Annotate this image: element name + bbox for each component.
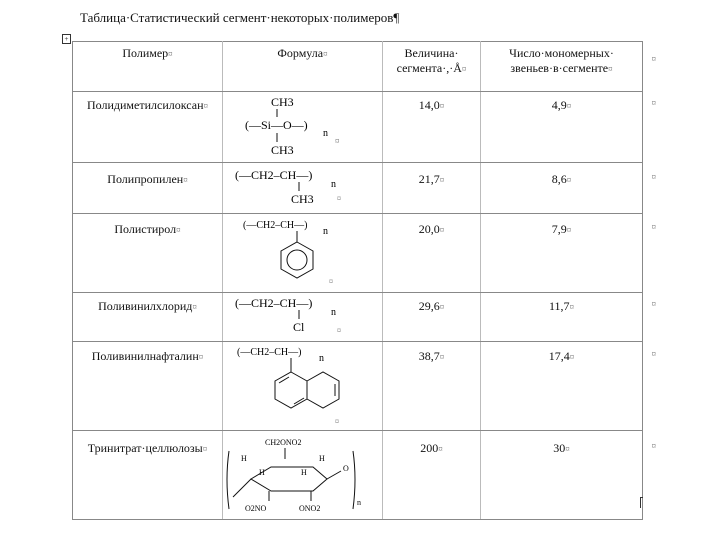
svg-text:H: H — [241, 454, 247, 463]
pvn-structure — [223, 342, 383, 426]
segment-value: 200¤ — [383, 431, 481, 520]
polymer-segment-table — [72, 41, 656, 520]
table-header-row — [73, 42, 643, 92]
svg-text:n: n — [331, 179, 336, 190]
segment-value: 20,0¤ — [383, 214, 481, 293]
svg-text:¤: ¤ — [337, 194, 341, 203]
table-row — [73, 92, 643, 163]
formula-cell — [223, 163, 383, 214]
polymer-name: Полидиметилсилоксан¤ — [73, 92, 223, 163]
ps-structure — [223, 214, 383, 288]
svg-text:CH3: CH3 — [291, 192, 314, 206]
table-end-mark — [640, 497, 643, 508]
svg-text:H: H — [301, 468, 307, 477]
title-paragraph-mark: ¶ — [393, 10, 400, 25]
units-value: 4,9¤ ¤ — [481, 92, 643, 163]
segment-value: 14,0¤ — [383, 92, 481, 163]
table-row — [73, 342, 643, 431]
header-polymer: Полимер¤ — [73, 42, 223, 92]
svg-text:(—CH2–CH—): (—CH2–CH—) — [235, 296, 313, 310]
header-units: Число·мономерных· звеньев·в·сегменте¤ ¤ — [481, 42, 643, 92]
svg-text:Cl: Cl — [293, 320, 305, 334]
polymer-name: Полипропилен¤ — [73, 163, 223, 214]
svg-text:H: H — [319, 454, 325, 463]
svg-text:n: n — [323, 226, 328, 237]
page-title — [80, 10, 399, 26]
svg-text:CH3: CH3 — [271, 143, 294, 157]
title-text: Таблица·Статистический сегмент·некоторых·полимеров — [80, 10, 394, 25]
header-segment: Величина· сегмента·,·Å¤ — [383, 42, 481, 92]
segment-value: 38,7¤ — [383, 342, 481, 431]
svg-text:O2NO: O2NO — [245, 504, 267, 513]
svg-text:O: O — [343, 464, 349, 473]
table-row — [73, 214, 643, 293]
svg-text:(—CH2–CH—): (—CH2–CH—) — [237, 347, 302, 358]
svg-text:CH2ONO2: CH2ONO2 — [265, 438, 302, 447]
polymer-name: Поливинилхлорид¤ — [73, 293, 223, 342]
table-row — [73, 293, 643, 342]
pdms-structure — [223, 92, 383, 158]
units-value: 8,6¤ ¤ — [481, 163, 643, 214]
pvc-structure — [223, 293, 383, 337]
svg-text:¤: ¤ — [329, 277, 333, 286]
polymer-name: Тринитрат·целлюлозы¤ — [73, 431, 223, 520]
svg-text:CH3: CH3 — [271, 95, 294, 109]
svg-text:H: H — [259, 468, 265, 477]
svg-text:n: n — [357, 498, 361, 507]
segment-value: 29,6¤ — [383, 293, 481, 342]
units-value: 30¤ ¤ — [481, 431, 643, 520]
header-formula: Формула¤ — [223, 42, 383, 92]
svg-text:(—CH2–CH—): (—CH2–CH—) — [243, 220, 308, 231]
svg-text:(—Si—O—): (—Si—O—) — [245, 118, 308, 132]
svg-text:¤: ¤ — [335, 417, 339, 426]
units-value: 11,7¤ ¤ — [481, 293, 643, 342]
svg-text:n: n — [319, 353, 324, 364]
formula-cell — [223, 342, 383, 431]
pp-structure — [223, 163, 383, 209]
svg-text:¤: ¤ — [335, 136, 340, 146]
polymer-name: Полистирол¤ — [73, 214, 223, 293]
svg-text:ONO2: ONO2 — [299, 504, 321, 513]
units-value: 17,4¤ ¤ — [481, 342, 643, 431]
formula-cell — [223, 214, 383, 293]
table-move-handle[interactable]: + — [62, 34, 71, 44]
svg-text:¤: ¤ — [337, 326, 341, 335]
svg-text:n: n — [331, 307, 336, 318]
formula-cell — [223, 431, 383, 520]
svg-text:(—CH2–CH—): (—CH2–CH—) — [235, 168, 313, 182]
table-row — [73, 431, 643, 520]
polymer-name: Поливинилнафталин¤ — [73, 342, 223, 431]
units-value: 7,9¤ ¤ — [481, 214, 643, 293]
cellulose-trinitrate-structure — [223, 431, 383, 515]
formula-cell — [223, 92, 383, 163]
svg-text:n: n — [323, 128, 328, 139]
formula-cell — [223, 293, 383, 342]
segment-value: 21,7¤ — [383, 163, 481, 214]
table-row — [73, 163, 643, 214]
